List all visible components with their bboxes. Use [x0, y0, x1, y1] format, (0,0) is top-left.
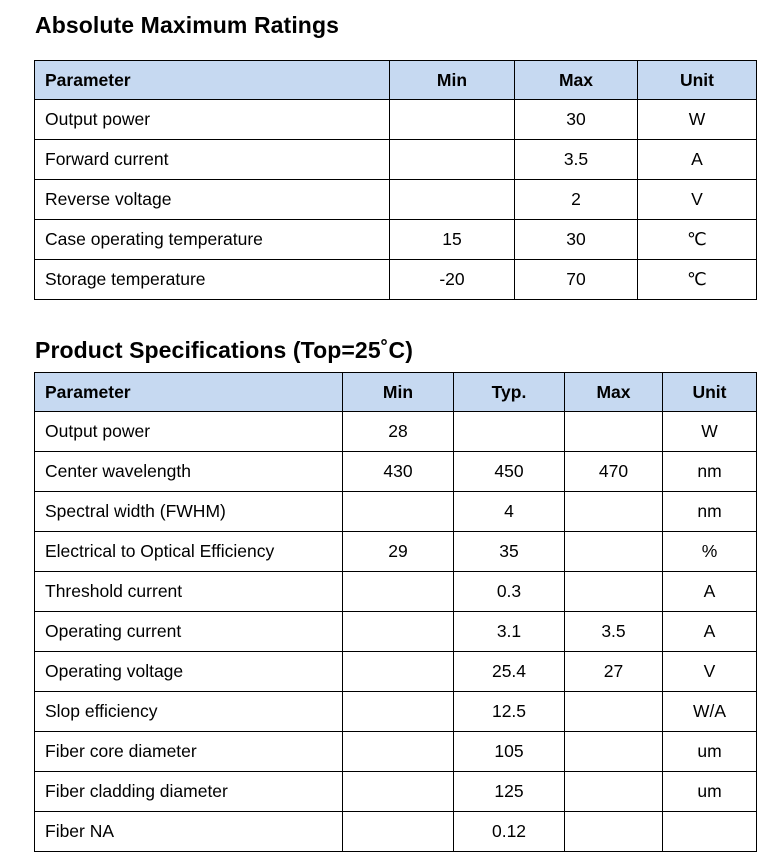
- cell-unit: A: [663, 612, 757, 652]
- cell-parameter: Threshold current: [35, 572, 343, 612]
- table-row: [35, 140, 757, 180]
- cell-min: [343, 692, 454, 732]
- cell-unit: W: [663, 412, 757, 452]
- cell-typ: 0.3: [454, 572, 565, 612]
- cell-max: 27: [565, 652, 663, 692]
- cell-typ: 35: [454, 532, 565, 572]
- table-row: [35, 412, 757, 452]
- cell-parameter: Case operating temperature: [35, 220, 390, 260]
- cell-min: 28: [343, 412, 454, 452]
- cell-max: 470: [565, 452, 663, 492]
- table-row: [35, 652, 757, 692]
- cell-min: [343, 732, 454, 772]
- table-row: [35, 732, 757, 772]
- cell-max: 30: [515, 100, 638, 140]
- table-row: [35, 692, 757, 732]
- cell-max: [565, 732, 663, 772]
- cell-max: [565, 692, 663, 732]
- cell-parameter: Electrical to Optical Efficiency: [35, 532, 343, 572]
- cell-min: [390, 100, 515, 140]
- cell-typ: 450: [454, 452, 565, 492]
- cell-typ: 125: [454, 772, 565, 812]
- cell-parameter: Reverse voltage: [35, 180, 390, 220]
- cell-unit: [663, 812, 757, 852]
- table-row: [35, 492, 757, 532]
- cell-unit: nm: [663, 492, 757, 532]
- cell-min: [390, 140, 515, 180]
- table-row: [35, 572, 757, 612]
- table-row: [35, 612, 757, 652]
- absolute-maximum-ratings-table: [34, 60, 757, 300]
- cell-unit: ℃: [638, 220, 757, 260]
- cell-max: [565, 812, 663, 852]
- header-parameter: Parameter: [35, 373, 343, 412]
- table-row: [35, 452, 757, 492]
- table-row: [35, 532, 757, 572]
- cell-unit: W: [638, 100, 757, 140]
- product-specifications-title: Product Specifications (Top=25˚C): [35, 337, 413, 363]
- cell-unit: um: [663, 732, 757, 772]
- cell-unit: V: [663, 652, 757, 692]
- cell-min: [343, 772, 454, 812]
- table-row: [35, 180, 757, 220]
- header-unit: Unit: [638, 61, 757, 100]
- table-row: [35, 260, 757, 300]
- header-min: Min: [390, 61, 515, 100]
- cell-min: [343, 572, 454, 612]
- table-row: [35, 220, 757, 260]
- cell-parameter: Spectral width (FWHM): [35, 492, 343, 532]
- cell-min: [343, 612, 454, 652]
- table-row: [35, 100, 757, 140]
- cell-unit: A: [663, 572, 757, 612]
- cell-parameter: Storage temperature: [35, 260, 390, 300]
- cell-typ: 4: [454, 492, 565, 532]
- cell-max: 70: [515, 260, 638, 300]
- cell-unit: V: [638, 180, 757, 220]
- cell-unit: um: [663, 772, 757, 812]
- cell-unit: %: [663, 532, 757, 572]
- cell-unit: A: [638, 140, 757, 180]
- cell-min: 15: [390, 220, 515, 260]
- cell-min: [390, 180, 515, 220]
- cell-typ: 25.4: [454, 652, 565, 692]
- table-header-row: [35, 373, 757, 412]
- absolute-maximum-ratings-title: Absolute Maximum Ratings: [35, 12, 339, 38]
- cell-max: 3.5: [515, 140, 638, 180]
- cell-min: 29: [343, 532, 454, 572]
- cell-min: 430: [343, 452, 454, 492]
- cell-typ: 105: [454, 732, 565, 772]
- cell-unit: nm: [663, 452, 757, 492]
- cell-typ: 3.1: [454, 612, 565, 652]
- cell-max: [565, 412, 663, 452]
- cell-unit: ℃: [638, 260, 757, 300]
- cell-min: [343, 652, 454, 692]
- cell-parameter: Operating current: [35, 612, 343, 652]
- cell-parameter: Slop efficiency: [35, 692, 343, 732]
- cell-unit: W/A: [663, 692, 757, 732]
- cell-max: [565, 492, 663, 532]
- product-specifications-table: [34, 372, 757, 852]
- cell-parameter: Operating voltage: [35, 652, 343, 692]
- header-max: Max: [565, 373, 663, 412]
- cell-max: [565, 532, 663, 572]
- cell-typ: 12.5: [454, 692, 565, 732]
- table-row: [35, 772, 757, 812]
- header-max: Max: [515, 61, 638, 100]
- header-parameter: Parameter: [35, 61, 390, 100]
- cell-parameter: Output power: [35, 100, 390, 140]
- cell-max: 3.5: [565, 612, 663, 652]
- cell-max: 2: [515, 180, 638, 220]
- cell-parameter: Center wavelength: [35, 452, 343, 492]
- cell-parameter: Fiber cladding diameter: [35, 772, 343, 812]
- cell-min: [343, 492, 454, 532]
- cell-min: -20: [390, 260, 515, 300]
- table-header-row: [35, 61, 757, 100]
- header-typ: Typ.: [454, 373, 565, 412]
- table-row: [35, 812, 757, 852]
- cell-parameter: Forward current: [35, 140, 390, 180]
- cell-max: [565, 572, 663, 612]
- cell-max: [565, 772, 663, 812]
- cell-parameter: Fiber NA: [35, 812, 343, 852]
- cell-max: 30: [515, 220, 638, 260]
- header-unit: Unit: [663, 373, 757, 412]
- header-min: Min: [343, 373, 454, 412]
- cell-typ: [454, 412, 565, 452]
- cell-min: [343, 812, 454, 852]
- cell-parameter: Output power: [35, 412, 343, 452]
- cell-parameter: Fiber core diameter: [35, 732, 343, 772]
- cell-typ: 0.12: [454, 812, 565, 852]
